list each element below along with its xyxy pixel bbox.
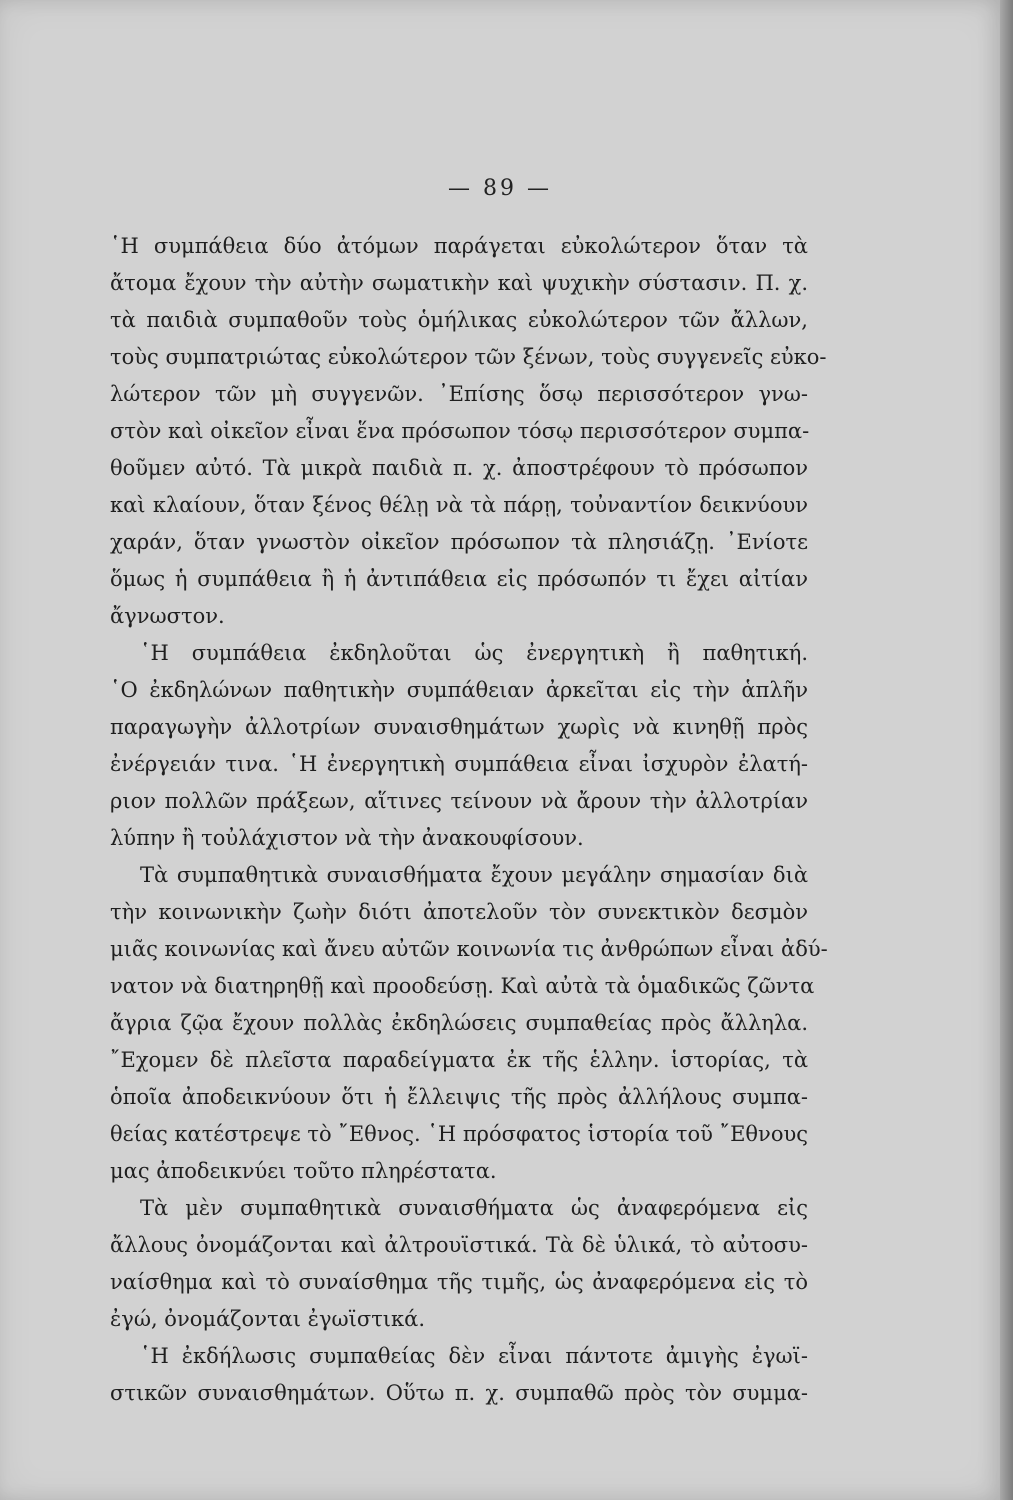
text-line: ῾Η ἐκδήλωσις συμπαθείας δὲν εἶναι πάντοτε ἀμιγὴς ἐγωϊ- [140,1344,808,1368]
text-line: ῾Ο ἐκδηλώνων παθητικὴν συμπάθειαν ἀρκεῖται εἰς τὴν ἁπλῆν [110,678,808,702]
text-line: ἐνέργειάν τινα. ῾Η ἐνεργητικὴ συμπάθεια εἶναι ἰσχυρὸν ἐλατή- [110,752,808,776]
text-line: χαράν, ὅταν γνωστὸν οἰκεῖον πρόσωπον τὰ πλησιάζῃ. ᾿Ενίοτε [110,530,808,554]
text-line: ῾Η συμπάθεια δύο ἀτόμων παράγεται εὐκολώτερον ὅταν τὰ [110,234,808,258]
page-edge-shadow [1000,0,1013,1500]
text-line: λύπην ἢ τοὐλάχιστον νὰ τὴν ἀνακουφίσουν. [110,826,584,850]
page-number: — 89 — [448,176,552,201]
text-line: παραγωγὴν ἀλλοτρίων συναισθημάτων χωρὶς νὰ κινηθῇ πρὸς [110,715,808,739]
text-line: θοῦμεν αὐτό. Τὰ μικρὰ παιδιὰ π. χ. ἀποστρέφουν τὸ πρόσωπον [110,456,808,480]
text-line: μιᾶς κοινωνίας καὶ ἄνευ αὐτῶν κοινωνία τις ἀνθρώπων εἶναι ἀδύ- [110,937,828,961]
text-line: ναίσθημα καὶ τὸ συναίσθημα τῆς τιμῆς, ὡς ἀναφερόμενα εἰς τὸ [110,1270,808,1294]
text-line: ἄτομα ἔχουν τὴν αὐτὴν σωματικὴν καὶ ψυχικὴν σύστασιν. Π. χ. [110,271,808,295]
text-line: τὴν κοινωνικὴν ζωὴν διότι ἀποτελοῦν τὸν συνεκτικὸν δεσμὸν [110,900,808,924]
text-line: τοὺς συμπατριώτας εὐκολώτερον τῶν ξένων, τοὺς συγγενεῖς εὐκο- [110,345,827,369]
text-line: τὰ παιδιὰ συμπαθοῦν τοὺς ὁμήλικας εὐκολώτερον τῶν ἄλλων, [110,308,808,332]
text-line: καὶ κλαίουν, ὅταν ξένος θέλῃ νὰ τὰ πάρῃ, τοὐναντίον δεικνύουν [110,493,808,517]
text-line: ἄγρια ζῷα ἔχουν πολλὰς ἐκδηλώσεις συμπαθείας πρὸς ἄλληλα. [110,1011,808,1035]
text-line: ἄγνωστον. [110,604,225,628]
text-line: Τὰ μὲν συμπαθητικὰ συναισθήματα ὡς ἀναφερόμενα εἰς [140,1196,808,1220]
text-line: θείας κατέστρεψε τὸ ῎Εθνος. ῾Η πρόσφατος ἱστορία τοῦ ῎Εθνους [110,1122,808,1146]
text-line: ὅμως ἡ συμπάθεια ἢ ἡ ἀντιπάθεια εἰς πρόσωπόν τι ἔχει αἰτίαν [110,567,808,591]
text-line: νατον νὰ διατηρηθῇ καὶ προοδεύσῃ. Καὶ αὐτὰ τὰ ὁμαδικῶς ζῶντα [110,974,815,998]
text-line: μας ἀποδεικνύει τοῦτο πληρέστατα. [110,1159,497,1183]
text-line: στικῶν συναισθημάτων. Οὕτω π. χ. συμπαθῶ πρὸς τὸν συμμα- [110,1381,808,1405]
text-line: λώτερον τῶν μὴ συγγενῶν. ᾿Επίσης ὅσῳ περισσότερον γνω- [110,382,808,406]
text-line: ὁποῖα ἀποδεικνύουν ὅτι ἡ ἔλλειψις τῆς πρὸς ἀλλήλους συμπα- [110,1085,808,1109]
text-line: ἄλλους ὀνομάζονται καὶ ἀλτρουϊστικά. Τὰ δὲ ὑλικά, τὸ αὐτοσυ- [110,1233,808,1257]
text-line: ριον πολλῶν πράξεων, αἵτινες τείνουν νὰ ἄρουν τὴν ἀλλοτρίαν [110,789,808,813]
text-line: ῾Η συμπάθεια ἐκδηλοῦται ὡς ἐνεργητικὴ ἢ παθητική. [140,641,808,665]
text-line: στὸν καὶ οἰκεῖον εἶναι ἕνα πρόσωπον τόσῳ περισσότερον συμπα- [110,419,810,443]
text-line: ῎Εχομεν δὲ πλεῖστα παραδείγματα ἐκ τῆς ἑλλην. ἱστορίας, τὰ [110,1048,808,1072]
text-line: ἐγώ, ὀνομάζονται ἐγωϊστικά. [110,1307,426,1331]
text-line: Τὰ συμπαθητικὰ συναισθήματα ἔχουν μεγάλην σημασίαν διὰ [140,863,808,887]
